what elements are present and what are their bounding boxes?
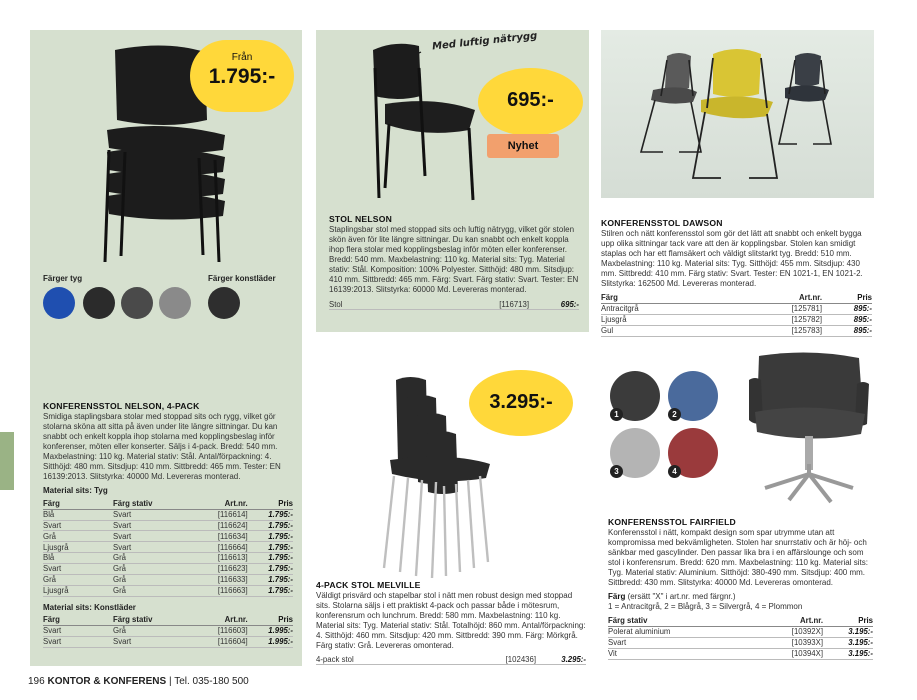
cell-art: [125781]: [723, 303, 822, 314]
header-price: Pris: [822, 292, 872, 303]
table-row: [601, 314, 872, 325]
section-name: KONTOR & KONFERENS: [47, 676, 167, 687]
swatch-light-grey[interactable]: [159, 287, 191, 319]
header-stand: Färg stativ: [113, 498, 193, 509]
cell-price: 1.795:-: [248, 553, 293, 564]
page-number: 196: [28, 676, 45, 687]
cell-price: 1.795:-: [248, 564, 293, 575]
cell-price: 1.795:-: [248, 509, 293, 520]
color-note: (ersätt "X" i art.nr. med färgnr.): [625, 592, 736, 602]
nelson-table: [329, 299, 579, 310]
fairfield-color-note: [608, 592, 873, 602]
cell-color: Svart: [43, 625, 113, 636]
header-color: Färg: [601, 292, 723, 303]
swatch-number-2: 2: [668, 408, 681, 421]
row-name: Stol: [329, 299, 459, 309]
header-color: Färg: [43, 498, 113, 509]
header-art: Art.nr.: [751, 615, 823, 626]
fairfield-title: KONFERENSSTOL FAIRFIELD: [608, 517, 736, 527]
cell-price: 1.795:-: [248, 531, 293, 542]
table-row: [608, 648, 873, 659]
price-value: 3.295:-: [489, 391, 553, 413]
cell-stand: Polerat aluminium: [608, 626, 751, 637]
cell-color: Svart: [43, 564, 113, 575]
row-art: [116713]: [459, 299, 529, 309]
header-stand: Färg stativ: [113, 614, 193, 625]
cell-stand: Grå: [113, 574, 193, 585]
cell-art: [116664]: [193, 542, 248, 553]
cell-stand: Grå: [113, 585, 193, 596]
cell-price: 3.195:-: [823, 626, 873, 637]
cell-art: [10392X]: [751, 626, 823, 637]
header-price: Pris: [248, 498, 293, 509]
cell-art: [116613]: [193, 553, 248, 564]
swatch-number-3: 3: [610, 465, 623, 478]
nelson-desc: Staplingsbar stol med stoppad sits och luftig nätrygg, vilket gör stolen skön även för lite längre sittningar. Du kan snabbt och enkelt koppla ihop flera stolar med kopplingsbeslag inför möten eller konferenser. Bredd: 540 mm. Maxbelastning: 110 kg. Material sits: Tyg. Material stativ: Stål. Komposition: 100% Polyester. Sitthöjd: 480 mm. Sitsdjup: 410 mm. Sittbredd: 465 mm. Färg: Svart. Färg stativ: Svart. Tester: EN 16139:2013. Slitstyrka: 60000 Md. Levereras monterad.: [329, 225, 579, 295]
cell-stand: Svart: [113, 520, 193, 531]
header-stand: Färg stativ: [608, 615, 751, 626]
dawson-table: [601, 292, 872, 336]
cell-color: Ljusgrå: [43, 542, 113, 553]
color-label: Färg: [608, 592, 626, 602]
cell-art: [10394X]: [751, 648, 823, 659]
melville-title: 4-PACK STOL MELVILLE: [316, 580, 421, 590]
cell-stand: Vit: [608, 648, 751, 659]
nelson-annotation: Med luftig nätrygg: [431, 30, 538, 53]
table-row: [43, 542, 293, 553]
row-name: 4-pack stol: [316, 654, 446, 664]
cell-art: [125782]: [723, 314, 822, 325]
nelson-text: [329, 214, 579, 310]
melville-desc: Väldigt prisvärd och stapelbar stol i nätt men robust design med stoppad sits. Stolarna säljs i ett praktiskt 4-pack och passar både i mötesrum, konferensrum och lunchrum. Bredd: 580 mm. Maxbelastning: 110 kg. Material sits: Tyg. Material stativ: Stål. Totalhöjd: 860 mm. Antal/förpackning: 4. Sitthöjd: 460 mm. Sitsdjup: 420 mm. Sittbredd: 390 mm. Färg: Mörkgrå. Färg stativ: Grå. Levereras omonterad.: [316, 591, 586, 651]
cell-stand: Grå: [113, 625, 193, 636]
nelson-leather-table: [43, 614, 293, 647]
nelson-4pack-text: [43, 401, 293, 648]
fairfield-table: [608, 615, 873, 659]
row-price: 3.295:-: [536, 654, 586, 664]
nyhet-badge: Nyhet: [487, 134, 559, 158]
swatch-leather-black[interactable]: [208, 287, 240, 319]
cell-color: Ljusgrå: [601, 314, 723, 325]
table-row: [43, 625, 293, 636]
table-row: [43, 636, 293, 647]
dawson-title: KONFERENSSTOL DAWSON: [601, 218, 723, 228]
swatch-black[interactable]: [83, 287, 115, 319]
header-art: Art.nr.: [193, 498, 248, 509]
nelson-4pack-price-badge: [190, 40, 294, 112]
colors-leather-label: Färger konstläder: [208, 274, 276, 283]
cell-color: Blå: [43, 509, 113, 520]
cell-price: 3.195:-: [823, 637, 873, 648]
fairfield-text: [608, 517, 873, 660]
table-row: [43, 553, 293, 564]
cell-color: Svart: [43, 636, 113, 647]
cell-art: [116614]: [193, 509, 248, 520]
nelson-price-badge: [478, 68, 583, 136]
cell-color: Antracitgrå: [601, 303, 723, 314]
cell-stand: Grå: [113, 553, 193, 564]
cell-color: Grå: [43, 574, 113, 585]
price-value: 695:-: [507, 89, 554, 111]
table-row: [43, 531, 293, 542]
cell-art: [116624]: [193, 520, 248, 531]
cell-art: [116633]: [193, 574, 248, 585]
cell-stand: Grå: [113, 564, 193, 575]
header-price: Pris: [248, 614, 293, 625]
cell-color: Blå: [43, 553, 113, 564]
price-from-label: Från: [231, 52, 253, 63]
table-row: [43, 574, 293, 585]
row-art: [102436]: [446, 654, 536, 664]
header-art: Art.nr.: [723, 292, 822, 303]
phone-number: Tel. 035-180 500: [174, 676, 249, 687]
cell-stand: Svart: [113, 531, 193, 542]
cell-price: 1.995:-: [248, 636, 293, 647]
cell-color: Grå: [43, 531, 113, 542]
table-row: [43, 509, 293, 520]
nelson-4pack-title: KONFERENSSTOL NELSON, 4-PACK: [43, 401, 200, 411]
table-row: [601, 325, 872, 336]
cell-color: Svart: [43, 520, 113, 531]
nelson-4pack-desc: Smidiga staplingsbara stolar med stoppad sits och rygg, vilket gör stolarna sköna att sitta på även under lite längre sittningar. Du kan snabbt och enkelt koppla ihop stolarna med kopplingsbeslag inför konferenser, möten eller konserter. Säljs i 4-pack. Bredd: 540 mm. Maxbelastning: 110 kg. Material stativ: Stål. Antal/förpackning: 4. Sitthöjd: 480 mm. Sitsdjup: 410 mm. Sittbredd: 465 mm. Tester: EN 16139:2013. Slitstyrka: 40000 Md. Levereras monterad.: [43, 412, 281, 482]
cell-stand: Svart: [113, 542, 193, 553]
swatch-grey[interactable]: [121, 287, 153, 319]
cell-art: [125783]: [723, 325, 822, 336]
cell-price: 1.995:-: [248, 625, 293, 636]
cell-art: [116634]: [193, 531, 248, 542]
header-price: Pris: [823, 615, 873, 626]
cell-art: [116604]: [193, 636, 248, 647]
table-row: [43, 564, 293, 575]
cell-color: Ljusgrå: [43, 585, 113, 596]
swatch-blue[interactable]: [43, 287, 75, 319]
price-value: 1.795:-: [208, 65, 276, 89]
cell-price: 895:-: [822, 303, 872, 314]
table-row: [43, 520, 293, 531]
cell-price: 3.195:-: [823, 648, 873, 659]
dawson-photo: [601, 30, 874, 198]
cell-price: 895:-: [822, 325, 872, 336]
cell-stand: Svart: [608, 637, 751, 648]
cell-stand: Svart: [113, 636, 193, 647]
cell-price: 1.795:-: [248, 520, 293, 531]
row-price: 695:-: [529, 299, 579, 309]
header-color: Färg: [43, 614, 113, 625]
nelson-title: STOL NELSON: [329, 214, 393, 224]
dawson-chairs-image: [601, 30, 874, 198]
table-row: [608, 637, 873, 648]
melville-price-badge: [469, 370, 573, 436]
table-row: [43, 585, 293, 596]
fairfield-color-legend: 1 = Antracitgrå, 2 = Blågrå, 3 = Silvergrå, 4 = Plommon: [608, 602, 803, 612]
swatch-number-4: 4: [668, 465, 681, 478]
fairfield-chair-image: [745, 350, 875, 510]
material-fabric-label: Material sits: Tyg: [43, 486, 108, 496]
cell-price: 1.795:-: [248, 574, 293, 585]
melville-text: [316, 580, 586, 665]
colors-fabric-label: Färger tyg: [43, 274, 83, 283]
footer-separator: |: [168, 676, 172, 687]
cell-art: [116663]: [193, 585, 248, 596]
cell-price: 1.795:-: [248, 542, 293, 553]
section-tab: [0, 432, 14, 490]
fairfield-desc: Konferensstol i nätt, kompakt design som spar utrymme utan att kompromissa med bekvämligheten. Stolen har snurrstativ och är höj- och sänkbar med gascylinder. Den passar lika bra i en affärslounge och som stol i konferensrum. Bredd: 620 mm. Maxbelastning: 110 kg. Material sits: Tyg. Material stativ: Aluminium. Sitthöjd: 380-490 mm. Sitsdjup: 400 mm. Sittbredd: 430 mm. Slitstyrka: 40000 Md. Levereras omonterad.: [608, 528, 868, 588]
material-leather-label: Material sits: Konstläder: [43, 602, 136, 612]
cell-art: [116623]: [193, 564, 248, 575]
table-row: [608, 626, 873, 637]
cell-art: [10393X]: [751, 637, 823, 648]
table-row: [601, 303, 872, 314]
dawson-desc: Stilren och nätt konferensstol som gör det lätt att snabbt och enkelt bygga upp olika sittningar tack vare att den är kopplingsbar. Stolen kan smidigt staplas och har ett flamsäkert och väldigt slitstarkt tyg. Bredd: 510 mm. Maxbelastning: 110 kg. Material sits: Tyg. Sitthöjd: 455 mm. Sitsdjup: 430 mm. Sittbredd: 410 mm. Färg stativ: Svart. Tester: EN 1021-1, EN 1021-2. Slitstyrka: 162500 Md. Levereras monterad.: [601, 229, 863, 289]
cell-color: Gul: [601, 325, 723, 336]
cell-price: 895:-: [822, 314, 872, 325]
header-art: Art.nr.: [193, 614, 248, 625]
nelson-chair-image: [365, 38, 485, 208]
page-footer: [28, 676, 249, 688]
cell-price: 1.795:-: [248, 585, 293, 596]
swatch-number-1: 1: [610, 408, 623, 421]
melville-table: [316, 654, 586, 665]
dawson-text: [601, 218, 872, 337]
cell-art: [116603]: [193, 625, 248, 636]
cell-stand: Svart: [113, 509, 193, 520]
nelson-fabric-table: [43, 498, 293, 597]
